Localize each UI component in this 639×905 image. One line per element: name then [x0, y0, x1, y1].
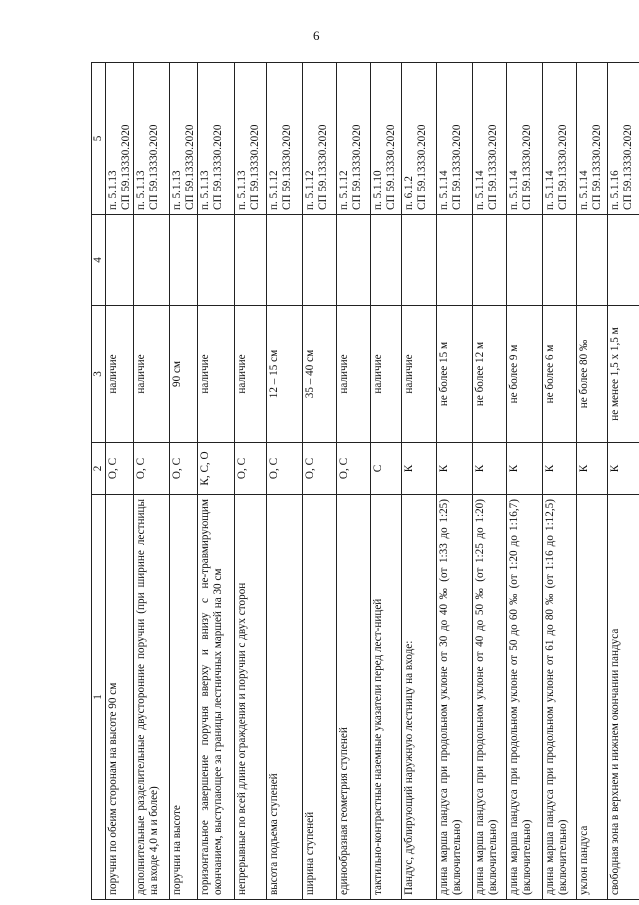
- category-cell: С: [371, 443, 402, 495]
- reference-clause: п. 5.1.14: [438, 170, 451, 210]
- reference-standard: СП 59.13330.2020: [147, 124, 160, 210]
- requirement-cell: непрерывные по всей длине ограждения и поручни с двух сторон: [235, 495, 267, 900]
- requirement-cell: дополнительные разделительные двусторонние поручни (при ширине лестницы на входе 4,0 м и более): [134, 495, 170, 900]
- table-row: [437, 63, 473, 900]
- category-cell: К: [608, 443, 639, 495]
- value-cell: 35 – 40 см: [303, 306, 337, 443]
- reference-standard: СП 59.13330.2020: [350, 124, 363, 210]
- empty-cell: [473, 215, 507, 306]
- category-cell: О, С: [106, 443, 134, 495]
- reference-standard: СП 59.13330.2020: [621, 124, 634, 210]
- category-cell: К: [437, 443, 473, 495]
- requirement-cell: длина марша пандуса при продольном уклоне от 40 до 50 ‰ (от 1:25 до 1:20) (включительно): [473, 495, 507, 900]
- empty-cell: [577, 215, 608, 306]
- requirements-table: [91, 62, 639, 900]
- category-cell: О, С: [235, 443, 267, 495]
- reference-standard: СП 59.13330.2020: [450, 124, 463, 210]
- empty-cell: [402, 215, 437, 306]
- value-cell: наличие: [402, 306, 437, 443]
- header-cell: 4: [92, 215, 106, 306]
- value-cell: 90 см: [170, 306, 198, 443]
- category-cell: К, С, О: [198, 443, 235, 495]
- empty-cell: [134, 215, 170, 306]
- empty-cell: [106, 215, 134, 306]
- category-cell: К: [577, 443, 608, 495]
- page-number: 6: [313, 28, 320, 43]
- reference-cell: [303, 63, 337, 215]
- empty-cell: [198, 215, 235, 306]
- reference-clause: п. 5.1.14: [474, 170, 487, 210]
- reference-clause: п. 6.1.2: [403, 176, 416, 210]
- reference-cell: [543, 63, 577, 215]
- table-row: [507, 63, 543, 900]
- table-row: [267, 63, 303, 900]
- table-row: [235, 63, 267, 900]
- reference-standard: СП 59.13330.2020: [590, 124, 603, 210]
- value-cell: наличие: [134, 306, 170, 443]
- requirement-cell: длина марша пандуса при продольном уклоне от 61 до 80 ‰ (от 1:16 до 1:12,5) (включительно): [543, 495, 577, 900]
- reference-standard: СП 59.13330.2020: [248, 124, 261, 210]
- header-cell: 1: [92, 495, 106, 900]
- reference-cell: [337, 63, 371, 215]
- value-cell: наличие: [371, 306, 402, 443]
- value-cell: не менее 1,5 x 1,5 м: [608, 306, 639, 443]
- reference-standard: СП 59.13330.2020: [520, 124, 533, 210]
- reference-cell: [267, 63, 303, 215]
- table-row: [106, 63, 134, 900]
- value-cell: не более 12 м: [473, 306, 507, 443]
- category-cell: К: [543, 443, 577, 495]
- category-cell: О, С: [267, 443, 303, 495]
- header-cell: 5: [92, 63, 106, 215]
- value-cell: не более 15 м: [437, 306, 473, 443]
- category-cell: К: [402, 443, 437, 495]
- reference-cell: [402, 63, 437, 215]
- requirement-cell: поручни на высоте: [170, 495, 198, 900]
- value-cell: наличие: [198, 306, 235, 443]
- empty-cell: [507, 215, 543, 306]
- empty-cell: [371, 215, 402, 306]
- value-cell: 12 – 15 см: [267, 306, 303, 443]
- category-cell: О, С: [337, 443, 371, 495]
- table-row: [337, 63, 371, 900]
- reference-standard: СП 59.13330.2020: [415, 124, 428, 210]
- reference-standard: СП 59.13330.2020: [486, 124, 499, 210]
- category-cell: О, С: [303, 443, 337, 495]
- header-row: [92, 63, 106, 900]
- reference-clause: п. 5.1.12: [338, 170, 351, 210]
- reference-cell: [134, 63, 170, 215]
- reference-clause: п. 5.1.13: [199, 170, 212, 210]
- reference-standard: СП 59.13330.2020: [556, 124, 569, 210]
- reference-clause: п. 5.1.14: [578, 170, 591, 210]
- reference-standard: СП 59.13330.2020: [384, 124, 397, 210]
- reference-cell: [507, 63, 543, 215]
- empty-cell: [267, 215, 303, 306]
- table-row: [198, 63, 235, 900]
- reference-standard: СП 59.13330.2020: [316, 124, 329, 210]
- value-cell: не более 9 м: [507, 306, 543, 443]
- reference-standard: СП 59.13330.2020: [211, 124, 224, 210]
- table-row: [371, 63, 402, 900]
- table-row: [543, 63, 577, 900]
- requirement-cell: горизонтальное завершение поручня вверху и внизу с не-травмирующим окончанием, выступающее за границы лестничных маршей на 30 см: [198, 495, 235, 900]
- reference-cell: [235, 63, 267, 215]
- value-cell: наличие: [235, 306, 267, 443]
- empty-cell: [437, 215, 473, 306]
- table-row: [402, 63, 437, 900]
- reference-clause: п. 5.1.10: [372, 170, 385, 210]
- empty-cell: [608, 215, 639, 306]
- reference-cell: [371, 63, 402, 215]
- rotated-table-container: [91, 63, 634, 900]
- requirement-cell: поручни по обеим сторонам на высоте 90 см: [106, 495, 134, 900]
- category-cell: К: [473, 443, 507, 495]
- reference-clause: п. 5.1.14: [544, 170, 557, 210]
- value-cell: наличие: [106, 306, 134, 443]
- header-cell: 3: [92, 306, 106, 443]
- reference-cell: [473, 63, 507, 215]
- category-cell: О, С: [170, 443, 198, 495]
- category-cell: К: [507, 443, 543, 495]
- value-cell: не более 80 ‰: [577, 306, 608, 443]
- requirement-cell: тактильно-контрастные наземные указатели перед лест-ницей: [371, 495, 402, 900]
- reference-clause: п. 5.1.13: [135, 170, 148, 210]
- reference-standard: СП 59.13330.2020: [119, 124, 132, 210]
- value-cell: не более 6 м: [543, 306, 577, 443]
- header-cell: 2: [92, 443, 106, 495]
- requirement-cell: ширина ступеней: [303, 495, 337, 900]
- value-cell: наличие: [337, 306, 371, 443]
- empty-cell: [235, 215, 267, 306]
- reference-cell: [106, 63, 134, 215]
- table-row: [577, 63, 608, 900]
- table-body: [106, 63, 639, 900]
- reference-cell: [577, 63, 608, 215]
- reference-cell: [198, 63, 235, 215]
- table-row: [134, 63, 170, 900]
- reference-clause: п. 5.1.14: [508, 170, 521, 210]
- empty-cell: [170, 215, 198, 306]
- table-row: [608, 63, 639, 900]
- category-cell: О, С: [134, 443, 170, 495]
- requirement-cell: длина марша пандуса при продольном уклоне от 50 до 60 ‰ (от 1:20 до 1:16,7) (включительно): [507, 495, 543, 900]
- table-row: [303, 63, 337, 900]
- reference-clause: п. 5.1.12: [268, 170, 281, 210]
- reference-cell: [437, 63, 473, 215]
- empty-cell: [543, 215, 577, 306]
- requirement-cell: высота подъема ступеней: [267, 495, 303, 900]
- reference-cell: [170, 63, 198, 215]
- reference-standard: СП 59.13330.2020: [183, 124, 196, 210]
- reference-clause: п. 5.1.13: [236, 170, 249, 210]
- requirement-cell: уклон пандуса: [577, 495, 608, 900]
- reference-standard: СП 59.13330.2020: [280, 124, 293, 210]
- table-row: [170, 63, 198, 900]
- reference-clause: п. 5.1.13: [107, 170, 119, 210]
- requirement-cell: свободная зона в верхнем и нижнем окончании пандуса: [608, 495, 639, 900]
- reference-clause: п. 5.1.13: [171, 170, 184, 210]
- empty-cell: [303, 215, 337, 306]
- requirement-cell: Пандус, дублирующий наружную лестницу на входе:: [402, 495, 437, 900]
- reference-clause: п. 5.1.16: [609, 170, 622, 210]
- requirement-cell: длина марша пандуса при продольном уклоне от 30 до 40 ‰ (от 1:33 до 1:25) (включительно): [437, 495, 473, 900]
- empty-cell: [337, 215, 371, 306]
- reference-cell: [608, 63, 639, 215]
- requirement-cell: единообразная геометрия ступеней: [337, 495, 371, 900]
- reference-clause: п. 5.1.12: [304, 170, 317, 210]
- table-row: [473, 63, 507, 900]
